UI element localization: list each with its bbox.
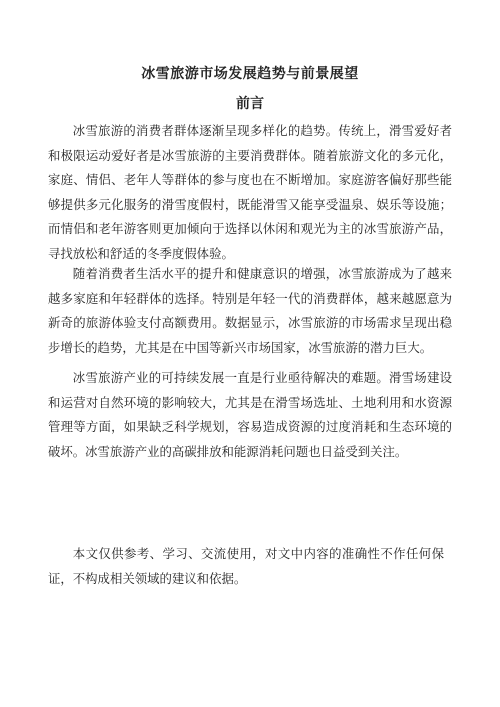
paragraph-disclaimer xyxy=(48,542,452,591)
paragraph-consumer-groups: 冰雪旅游的消费者群体逐渐呈现多样化的趋势。传统上，滑雪爱好者和极限运动爱好者是冰雪旅游的主要消费群体。随着旅游文化的多元化，家庭、情侣、老年人等群体的参与度也在不断增加。家庭游客偏好那些能够提供多元化服务的滑雪度假村，既能滑雪又能享受温泉、娱乐等设施；而情侣和老年游客则更加倾向于选择以休闲和观光为主的冰雪旅游产品，寻找放松和舒适的冬季度假体验。 xyxy=(48,123,452,261)
disclaimer-text: 本文仅供参考、学习、交流使用，对文中内容的准确性不作任何保证，不构成相关领域的建议和依据。 xyxy=(48,546,444,586)
paragraph-sustainability: 冰雪旅游产业的可持续发展一直是行业亟待解决的难题。滑雪场建设和运营对自然环境的影响较大，尤其是在滑雪场选址、土地利用和水资源管理等方面，如果缺乏科学规划，容易造成资源的过度消耗和生态环境的破坏。冰雪旅游产业的高碳排放和能源消耗问题也日益受到关注。 xyxy=(48,370,452,459)
paragraph-market-demand: 随着消费者生活水平的提升和健康意识的增强，冰雪旅游成为了越来越多家庭和年轻群体的选择。特别是年轻一代的消费群体，越来越愿意为新奇的旅游体验支付高额费用。数据显示，冰雪旅游的市场需求呈现出稳步增长的趋势，尤其是在中国等新兴市场国家，冰雪旅游的潜力巨大。 xyxy=(48,266,452,355)
section-heading: 前言 xyxy=(236,96,264,112)
document-title: 冰雪旅游市场发展趋势与前景展望 xyxy=(141,66,359,82)
